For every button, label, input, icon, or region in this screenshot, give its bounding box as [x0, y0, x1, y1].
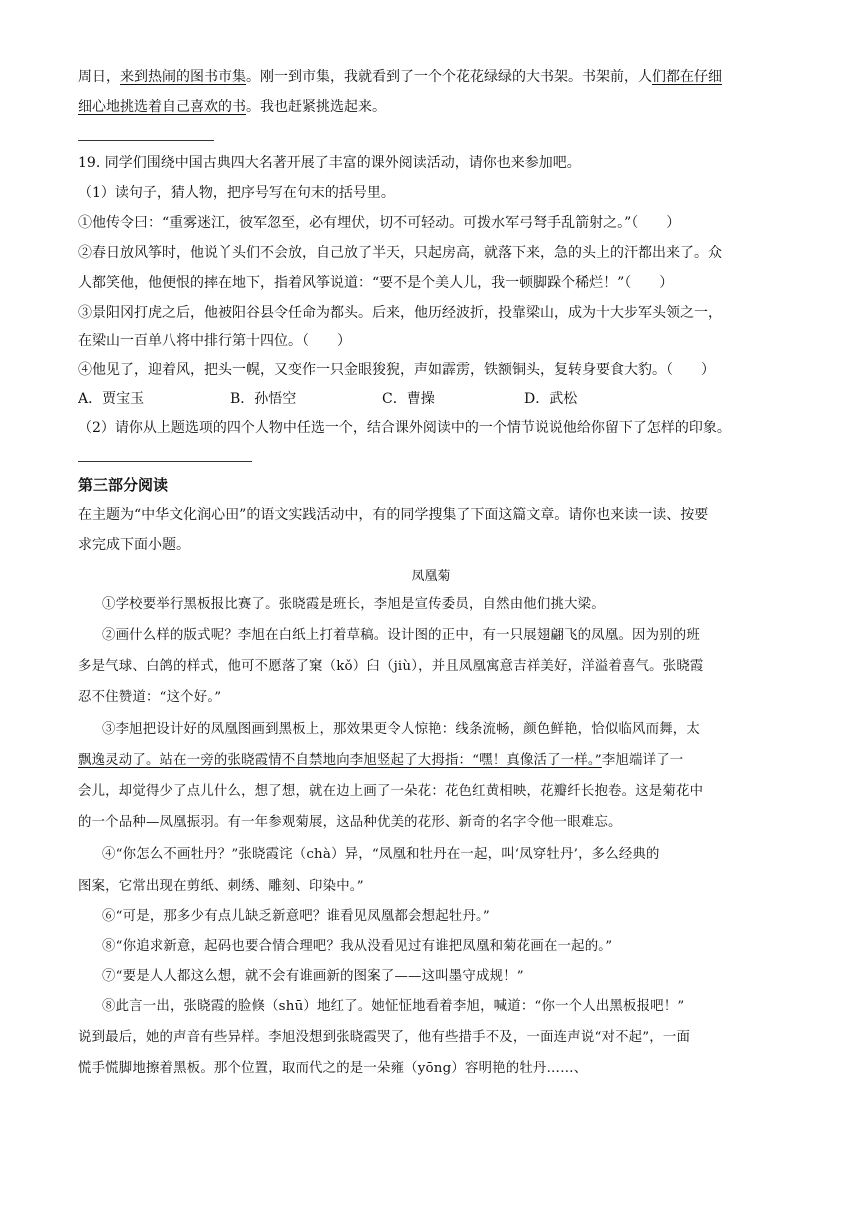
text: 。刚一到市集，我就看到了一个个花花绿绿的大书架。书架前，人	[246, 69, 652, 85]
part3-intro-2: 求完成下面小题。	[78, 537, 190, 553]
q19-sentence-2a: ②春日放风筝时，他说丫头们不会放，自己放了半天，只起房高，就落下来，急的头上的汗都出来了。众	[78, 245, 722, 261]
article-para-3d: 的一个品种—凤凰振羽。有一年参观菊展，这品种优美的花形、新奇的名字令他一眼难忘。	[78, 815, 622, 830]
option-b: B．孙悟空	[230, 391, 297, 407]
article-para-2b: 多是气球、白鸽的样式，他可不愿落了窠（kǒ）臼（jiù），并且凤凰寓意吉祥美好，洋溢着喜气。张晓霞	[78, 659, 704, 674]
article-para-8b-b: 说到最后，她的声音有些异样。李旭没想到张晓霞哭了，他有些措手不及，一面连声说“对不起”，一面	[78, 1030, 691, 1045]
underlined-text: 细心地挑选着自己喜欢的书	[78, 99, 246, 115]
underlined-text: 来到热闹的图书市集	[120, 69, 246, 85]
article-para-6: ⑥“可是，那多少有点儿缺乏新意吧？谁看见凤凰都会想起牡丹。”	[102, 909, 490, 924]
section-heading: 第三部分阅读	[78, 476, 169, 494]
article-para-4a: ④“你怎么不画牡丹？”张晓霞诧（chà）异，“凤凰和牡丹在一起，叫‘凤穿牡丹’，多么经典的	[102, 847, 660, 862]
article-para-2a: ②画什么样的版式呢？李旭在白纸上打着草稿。设计图的正中，有一只展翅翩飞的凤凰。因为别的班	[102, 628, 700, 643]
option-c: C．曹操	[382, 391, 435, 407]
q19-stem: 19. 同学们围绕中国古典四大名著开展了丰富的课外阅读活动，请你也来参加吧。	[78, 155, 581, 171]
article-para-1: ①学校要举行黑板报比赛了。张晓霞是班长，李旭是宣传委员，自然由他们挑大梁。	[102, 597, 605, 612]
prev-line-2	[78, 92, 784, 122]
underlined-text: 飘逸灵动了。站在一旁的张晓霞情不自禁地向李旭竖起了大拇指：“嘿！真像活了一样。”	[78, 753, 602, 768]
article-para-3a: ③李旭把设计好的凤凰图画到黑板上，那效果更令人惊艳：线条流畅，颜色鲜艳，恰似临风而舞，太	[102, 722, 700, 737]
q19-sub1: （1）读句子，猜人物，把序号写在句末的括号里。	[78, 185, 395, 201]
article-para-8b-c: 慌手慌脚地擦着黑板。那个位置，取而代之的是一朵雍（yōng）容明艳的牡丹……、	[78, 1061, 588, 1076]
article-para-3b	[78, 746, 784, 776]
q19-sentence-3a: ③景阳冈打虎之后，他被阳谷县令任命为都头。后来，他历经波折，投靠梁山，成为十大步军头领之一，	[78, 305, 722, 321]
part3-intro-1: 在主题为“中华文化润心田”的语文实践活动中，有的同学搜集了下面这篇文章。请你也来读一读、按要	[78, 507, 709, 523]
article-para-3c: 会儿，却觉得少了点儿什么，想了想，就在边上画了一朵花：花色红黄相映，花瓣纤长抱卷。这是菊花中	[78, 784, 704, 799]
q19-sentence-3b: 在梁山一百单八将中排行第十四位。（ ）	[78, 333, 351, 349]
prev-line-1	[78, 62, 784, 92]
option-a: A．贾宝玉	[78, 391, 145, 407]
text: 。我也赶紧挑选起来。	[246, 99, 386, 115]
q19-options	[78, 384, 784, 414]
q19-sentence-4: ④他见了，迎着风，把头一幌，又变作一只金眼狻猊，声如霹雳，铁额铜头，复转身要食大豹。（ ）	[78, 362, 715, 378]
underlined-text: 们都在仔细	[652, 69, 722, 85]
article-para-2c: 忍不住赞道：“这个好。”	[78, 690, 222, 705]
divider	[78, 461, 252, 462]
text: 周日，	[78, 69, 120, 85]
q19-sentence-2b: 人都笑他，他便恨的摔在地下，指着风筝说道：“要不是个美人儿，我一顿脚跺个稀烂！”（ ）	[78, 275, 674, 291]
q19-sentence-1: ①他传令曰：“重雾迷江，彼军忽至，必有埋伏，切不可轻动。可拨水军弓弩手乱箭射之。”（ ）	[78, 215, 681, 231]
article-para-8b-a: ⑧此言一出，张晓霞的脸倏（shū）地红了。她怔怔地看着李旭，喊道：“你一个人出黑板报吧！”	[102, 999, 685, 1014]
article-para-4b: 图案，它常出现在剪纸、刺绣、雕刻、印染中。”	[78, 879, 364, 894]
q19-sub2: （2）请你从上题选项的四个人物中任选一个，结合课外阅读中的一个情节说说他给你留下了怎样的印象。	[78, 420, 731, 436]
article-para-8: ⑧“你追求新意，起码也要合情合理吧？我从没看见过有谁把凤凰和菊花画在一起的。”	[102, 939, 613, 954]
text: 李旭端详了一	[601, 753, 684, 768]
article-para-7: ⑦“要是人人都这么想，就不会有谁画新的图案了——这叫墨守成规！”	[102, 969, 524, 984]
article-title: 凤凰菊	[411, 569, 451, 584]
divider	[78, 140, 214, 141]
option-d: D．武松	[524, 391, 578, 407]
